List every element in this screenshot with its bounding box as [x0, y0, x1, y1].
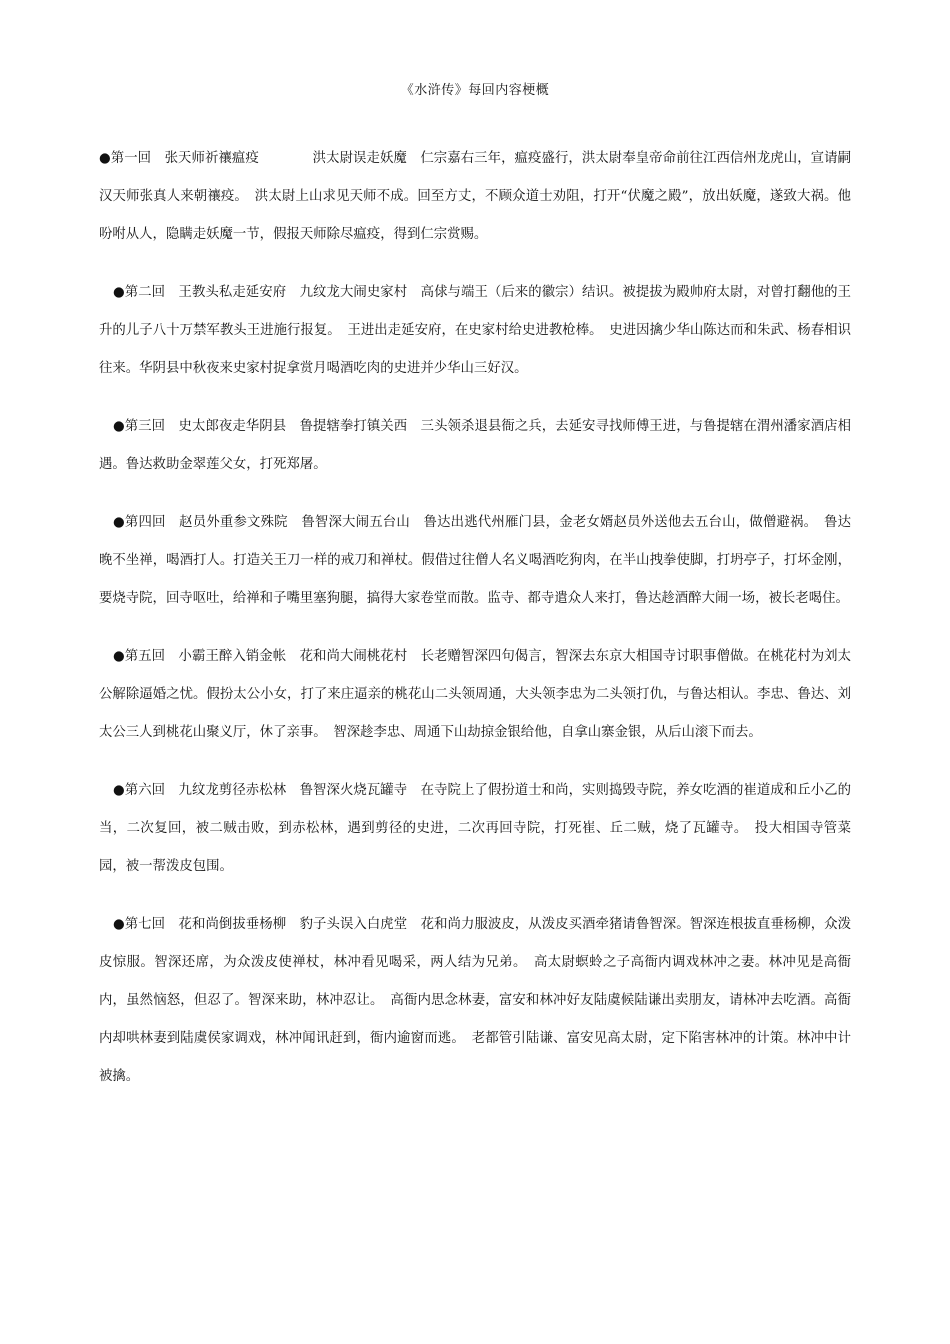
- chapter-1-summary: ●第一回 张天师祈禳瘟疫 洪太尉误走妖魔 仁宗嘉右三年，瘟疫盛行，洪太尉奉皇帝命前往江西信州龙虎山，宣请嗣汉天师张真人来朝禳疫。 洪太尉上山求见天师不成。回至方丈，不顾众道士劝阻，打开“伏魔之殿”，放出妖魔，遂致大祸。他吩咐从人，隐瞒走妖魔一节，假报天师除尽瘟疫，得到仁宗赏赐。: [99, 151, 851, 242]
- chapter-5-summary: ●第五回 小霸王醉入销金帐 花和尚大闹桃花村 长老赠智深四句偈言，智深去东京大相国寺讨职事僧做。在桃花村为刘太 公解除逼婚之忧。假扮太公小女，打了来庄逼亲的桃花山二头领周通，大头领李忠为二头领打仇，与鲁达相认。李忠、鲁达、刘太公三人到桃花山聚义厅，休了亲事。 智深趁李忠、周通下山劫掠金银给他，自拿山寨金银，从后山滚下而去。: [99, 649, 865, 740]
- chapter-4-summary: ●第四回 赵员外重参文殊院 鲁智深大闹五台山 鲁达出逃代州雁门县，金老女婿赵员外送他去五台山，做僧避祸。 鲁达晚不坐禅，喝酒打人。打造关王刀一样的戒刀和禅杖。假借过往僧人名义喝酒吃狗肉，在半山拽拳使脚，打坍亭子，打坏金刚，要烧寺院，回寺呕吐，给禅和子嘴里塞狗腿，搞得大家卷堂而散。监寺、都寺遣众人来打，鲁达趁酒醉大闹一场，被长老喝住。: [99, 515, 851, 606]
- chapter-6-summary: ●第六回 九纹龙剪径赤松林 鲁智深火烧瓦罐寺 在寺院上了假扮道士和尚，实则捣毁寺院，养女吃酒的崔道成和丘小乙的当，二次复回，被二贼击败，到赤松林，遇到剪径的史进，二次再回寺院，打死崔、丘二贼，烧了瓦罐寺。 投大相国寺管菜园，被一帮泼皮包围。: [99, 783, 851, 874]
- chapter-2-summary: ●第二回 王教头私走延安府 九纹龙大闹史家村 高俅与端王（后来的徽宗）结识。被提拔为殿帅府太尉，对曾打翻他的王升的儿子八十万禁军教头王进施行报复。 王进出走延安府，在史家村给史进教枪棒。 史进因擒少华山陈达而和朱武、杨春相识往来。华阴县中秋夜来史家村捉拿赏月喝酒吃肉的史进并少华山三好汉。: [99, 285, 851, 376]
- document-body: [99, 140, 865, 1116]
- chapter-7-summary: ●第七回 花和尚倒拔垂杨柳 豹子头误入白虎堂 花和尚力服波皮，从泼皮买酒牵猪请鲁智深。智深连根拔直垂杨柳，众泼皮惊服。智深还席，为众泼皮使禅杖，林冲看见喝采，两人结为兄弟。 高太尉螟蛉之子高衙内调戏林冲之妻。林冲见是高衙内，虽然恼怒，但忍了。智深来助，林冲忍让。 高衙内思念林妻，富安和林冲好友陆虞候陆谦出卖朋友，请林冲去吃酒。高衙内却哄林妻到陆虞侯家调戏，林冲闻讯赶到，衙内逾窗而逃。 老都管引陆谦、富安见高太尉，定下陷害林冲的计策。林冲中计被擒。: [99, 917, 851, 1084]
- page-title: 《水浒传》每回内容梗概: [400, 83, 550, 98]
- chapter-3-summary: ●第三回 史太郎夜走华阴县 鲁提辖拳打镇关西 三头领杀退县衙之兵，去延安寻找师傅王进，与鲁提辖在渭州潘家酒店相遇。鲁达救助金翠莲父女，打死郑屠。: [99, 419, 851, 472]
